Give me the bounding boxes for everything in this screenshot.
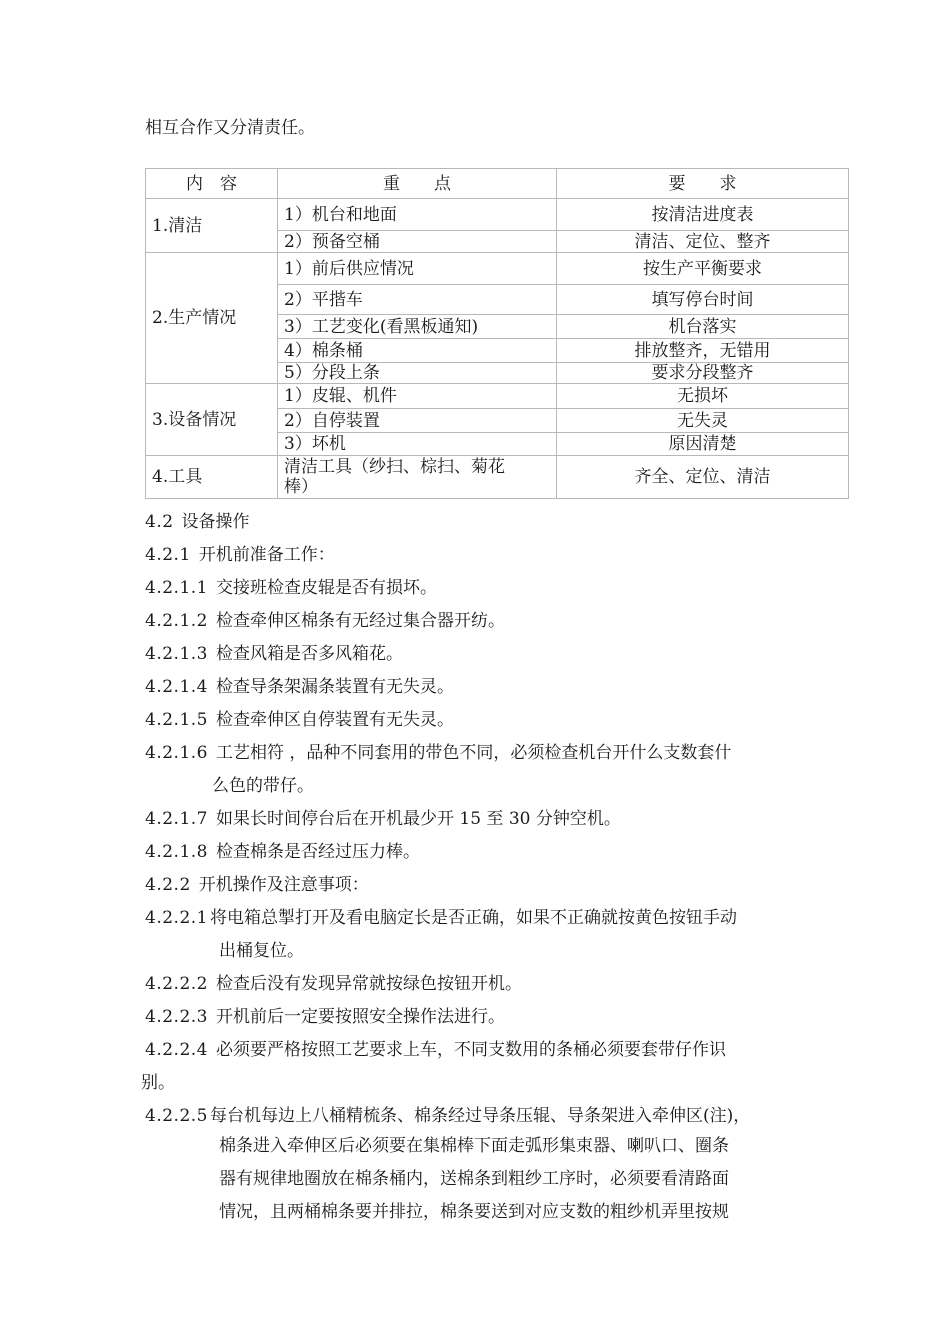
table-row (146, 253, 849, 285)
requirement-cell: 按生产平衡要求 (557, 253, 849, 285)
requirement-cell: 无损坏 (557, 384, 849, 409)
item-number: 4.2.1.1 (145, 578, 208, 598)
point-cell (278, 456, 557, 499)
category-cell: 2.生产情况 (146, 253, 278, 384)
list-item (141, 1038, 845, 1095)
item-number: 4.2.1.3 (145, 644, 208, 664)
point-cell: 3）工艺变化(看黑板通知) (278, 315, 557, 339)
item-text-continued: 么色的带仔。 (212, 776, 314, 796)
section-number: 4.2 (145, 512, 174, 532)
section-heading (145, 543, 845, 567)
item-text: 工艺相符 ，品种不同套用的带色不同，必须检查机台开什么支数套什 (215, 743, 732, 763)
header-content: 内 容 (146, 169, 278, 199)
item-text: 每台机每边上八桶精梳条、棉条经过导条压辊、导条架进入牵伸区(注)， (209, 1106, 751, 1126)
requirement-cell: 要求分段整齐 (557, 363, 849, 384)
requirement-cell: 按清洁进度表 (557, 199, 849, 231)
requirement-cell: 机台落实 (557, 315, 849, 339)
item-text: 如果长时间停台后在开机最少开 15 至 30 分钟空机。 (215, 809, 621, 829)
section-number: 4.2.1 (145, 545, 191, 565)
list-item (145, 1005, 845, 1029)
table-row (146, 199, 849, 231)
point-cell: 2）预备空桶 (278, 231, 557, 253)
item-number: 4.2.2.4 (145, 1040, 208, 1060)
requirement-cell: 齐全、定位、清洁 (557, 456, 849, 499)
list-item (145, 609, 845, 633)
requirement-cell: 清洁、定位、整齐 (557, 231, 849, 253)
point-line: 清洁工具（纱扫、棕扫、菊花 (284, 457, 505, 477)
point-cell: 2）自停装置 (278, 409, 557, 433)
item-number: 4.2.1.5 (145, 710, 208, 730)
item-text: 检查棉条是否经过压力棒。 (215, 842, 420, 862)
item-number: 4.2.1.6 (145, 743, 208, 763)
header-key-point: 重 点 (278, 169, 557, 199)
section-number: 4.2.2 (145, 875, 191, 895)
item-text: 必须要严格按照工艺要求上车，不同支数用的条桶必须要套带仔作识 (215, 1040, 726, 1060)
category-cell: 3.设备情况 (146, 384, 278, 456)
list-item (145, 675, 845, 699)
item-text: 将电箱总掣打开及看电脑定长是否正确，如果不正确就按黄色按钮手动 (209, 908, 737, 928)
item-text-line: 器有规律地圈放在棉条桶内，送棉条到粗纱工序时，必须要看清路面 (219, 1169, 729, 1189)
list-item (145, 840, 845, 864)
item-number: 4.2.2.5 (145, 1106, 208, 1126)
requirement-cell: 原因清楚 (557, 433, 849, 456)
point-line: 棒） (284, 477, 318, 497)
requirement-cell: 填写停台时间 (557, 285, 849, 315)
header-requirement: 要 求 (557, 169, 849, 199)
item-text: 交接班检查皮辊是否有损坏。 (215, 578, 437, 598)
list-item (145, 708, 845, 732)
point-cell: 5）分段上条 (278, 363, 557, 384)
intro-paragraph: 相互合作又分清责任。 (145, 118, 315, 138)
list-item (145, 1104, 845, 1229)
section-heading (145, 873, 845, 897)
item-number: 4.2.1.8 (145, 842, 208, 862)
item-number: 4.2.2.2 (145, 974, 208, 994)
point-cell: 3）坏机 (278, 433, 557, 456)
section-title: 开机前准备工作： (198, 545, 335, 565)
item-text-line: 棉条进入牵伸区后必须要在集棉棒下面走弧形集束器、喇叭口、圈条 (219, 1136, 729, 1156)
item-text: 检查牵伸区棉条有无经过集合器开纺。 (215, 611, 505, 631)
item-number: 4.2.1.4 (145, 677, 208, 697)
list-item (145, 807, 845, 831)
category-cell: 4.工具 (146, 456, 278, 499)
item-number: 4.2.1.7 (145, 809, 208, 829)
procedure-text (141, 510, 845, 1238)
point-cell: 1）皮辊、机件 (278, 384, 557, 409)
inspection-table (145, 168, 849, 499)
list-item (145, 972, 845, 996)
item-number: 4.2.1.2 (145, 611, 208, 631)
point-cell: 1）机台和地面 (278, 199, 557, 231)
table-row (146, 456, 849, 499)
item-text: 开机前后一定要按照安全操作法进行。 (215, 1007, 505, 1027)
section-title: 开机操作及注意事项： (198, 875, 369, 895)
item-text-line: 情况，且两桶棉条要并排拉，棉条要送到对应支数的粗纱机弄里按规 (219, 1202, 729, 1222)
item-text: 检查后没有发现异常就按绿色按钮开机。 (215, 974, 522, 994)
item-number: 4.2.2.3 (145, 1007, 208, 1027)
requirement-cell: 排放整齐，无错用 (557, 339, 849, 363)
item-text-continued: 别。 (141, 1073, 175, 1093)
list-item (145, 906, 845, 963)
list-item (145, 576, 845, 600)
item-text: 检查风箱是否多风箱花。 (215, 644, 403, 664)
item-text: 检查牵伸区自停装置有无失灵。 (215, 710, 454, 730)
item-text: 检查导条架漏条装置有无失灵。 (215, 677, 454, 697)
list-item (145, 741, 845, 798)
list-item (145, 642, 845, 666)
item-text-continued: 出桶复位。 (219, 941, 304, 961)
section-heading (145, 510, 845, 534)
section-title: 设备操作 (181, 512, 250, 532)
item-number: 4.2.2.1 (145, 908, 208, 928)
item-text-continued (145, 1130, 845, 1229)
table-row (146, 384, 849, 409)
table-header-row (146, 169, 849, 199)
category-cell: 1.清洁 (146, 199, 278, 253)
requirement-cell: 无失灵 (557, 409, 849, 433)
point-cell: 4）棉条桶 (278, 339, 557, 363)
point-cell: 2）平揩车 (278, 285, 557, 315)
point-cell: 1）前后供应情况 (278, 253, 557, 285)
